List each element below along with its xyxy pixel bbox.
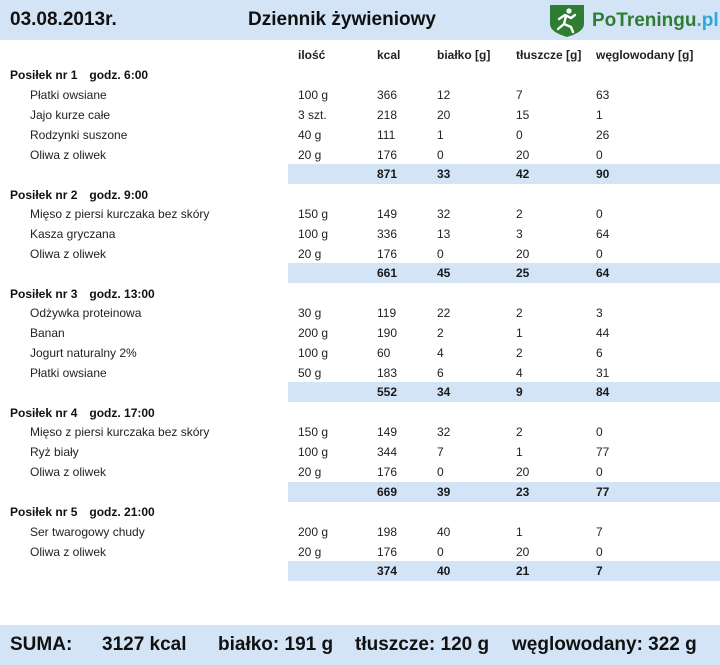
totals-fat: tłuszcze: 120 g: [355, 634, 490, 655]
meal-sum-row: 661 45 25 64: [288, 263, 720, 283]
meal-title: Posiłek nr 2 godz. 9:00: [10, 188, 149, 202]
column-header-qty: ilość: [298, 48, 326, 62]
totals-label: SUMA:: [10, 634, 73, 655]
report-date: 03.08.2013r.: [10, 9, 117, 30]
meal-title: Posiłek nr 5 godz. 21:00: [10, 505, 155, 519]
meal-title: Posiłek nr 3 godz. 13:00: [10, 287, 155, 301]
table-row: Mięso z piersi kurczaka bez skóry 150 g 149 32 2 0: [30, 207, 603, 221]
meal-sum-row: 669 39 23 77: [288, 482, 720, 502]
totals-kcal: 3127 kcal: [102, 634, 187, 655]
table-row: Jajo kurze całe 3 szt. 218 20 15 1: [30, 108, 603, 122]
table-row: Kasza gryczana 100 g 336 13 3 64: [30, 227, 610, 241]
table-row: Rodzynki suszone 40 g 111 1 0 26: [30, 128, 610, 142]
meal-title: Posiłek nr 1 godz. 6:00: [10, 68, 149, 82]
brand-logo[interactable]: [546, 2, 719, 38]
table-row: Banan 200 g 190 2 1 44: [30, 326, 610, 340]
daily-totals-bar: [0, 625, 720, 665]
table-row: Jogurt naturalny 2% 100 g 60 4 2 6: [30, 346, 603, 360]
column-header-protein: białko [g]: [437, 48, 491, 62]
meal-title: Posiłek nr 4 godz. 17:00: [10, 406, 155, 420]
meal-sum-row: 871 33 42 90: [288, 164, 720, 184]
totals-carbs: węglowodany: 322 g: [512, 634, 697, 655]
brand-logo-text: PoTreningu.pl: [592, 10, 719, 31]
table-row: Oliwa z oliwek 20 g 176 0 20 0: [30, 247, 603, 261]
page-title: Dziennik żywieniowy: [248, 9, 436, 30]
runner-logo-icon: [546, 2, 588, 38]
meal-sum-row: 374 40 21 7: [288, 561, 720, 581]
table-row: Płatki owsiane 100 g 366 12 7 63: [30, 88, 610, 102]
table-row: Mięso z piersi kurczaka bez skóry 150 g 149 32 2 0: [30, 425, 603, 439]
table-row: Ryż biały 100 g 344 7 1 77: [30, 445, 610, 459]
column-header-kcal: kcal: [377, 48, 401, 62]
table-row: Oliwa z oliwek 20 g 176 0 20 0: [30, 545, 603, 559]
table-row: Płatki owsiane 50 g 183 6 4 31: [30, 366, 610, 380]
table-row: Oliwa z oliwek 20 g 176 0 20 0: [30, 148, 603, 162]
totals-protein: białko: 191 g: [218, 634, 334, 655]
header-bar: [0, 0, 720, 40]
table-row: Odżywka proteinowa 30 g 119 22 2 3: [30, 306, 603, 320]
table-row: Oliwa z oliwek 20 g 176 0 20 0: [30, 465, 603, 479]
meal-sum-row: 552 34 9 84: [288, 382, 720, 402]
column-header-carbs: węglowodany [g]: [596, 48, 694, 62]
table-row: Ser twarogowy chudy 200 g 198 40 1 7: [30, 525, 603, 539]
column-header-fat: tłuszcze [g]: [516, 48, 582, 62]
